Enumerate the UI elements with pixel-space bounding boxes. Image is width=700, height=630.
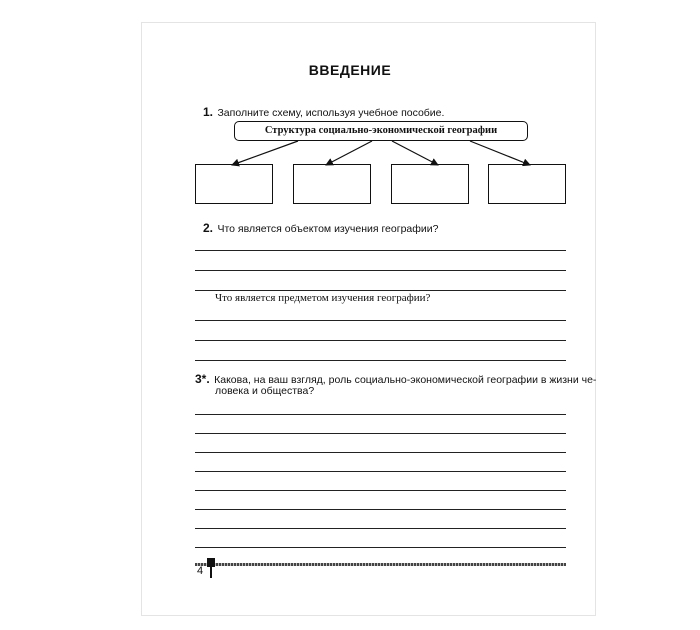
answer-line[interactable] bbox=[195, 452, 566, 453]
arrow-4 bbox=[470, 141, 530, 165]
question-2-subtext: Что является предметом изучения географии? bbox=[215, 292, 431, 304]
arrow-2 bbox=[326, 141, 372, 165]
question-2 bbox=[203, 219, 438, 237]
scheme-box-4[interactable] bbox=[488, 164, 566, 204]
question-1-text: Заполните схему, используя учебное пособие. bbox=[217, 107, 445, 119]
answer-line[interactable] bbox=[195, 270, 566, 271]
scheme-box-3[interactable] bbox=[391, 164, 469, 204]
question-3-text-line2: ловека и общества? bbox=[215, 385, 315, 397]
page-number: 4 bbox=[197, 565, 204, 577]
arrow-1 bbox=[232, 141, 298, 165]
answer-line[interactable] bbox=[195, 360, 566, 361]
question-1-number: 1. bbox=[203, 105, 214, 119]
answer-line[interactable] bbox=[195, 433, 566, 434]
answer-line[interactable] bbox=[195, 528, 566, 529]
answer-line[interactable] bbox=[195, 509, 566, 510]
page-title: ВВЕДЕНИЕ bbox=[308, 62, 392, 78]
answer-line[interactable] bbox=[195, 320, 566, 321]
question-3-number: 3*. bbox=[195, 372, 210, 386]
question-2-text: Что является объектом изучения географии? bbox=[217, 223, 439, 235]
scheme-box-2[interactable] bbox=[293, 164, 371, 204]
page-marker-stem bbox=[210, 567, 212, 578]
answer-line[interactable] bbox=[195, 490, 566, 491]
arrow-3 bbox=[392, 141, 438, 165]
scheme-title: Структура социально-экономической географии bbox=[264, 125, 498, 136]
answer-line[interactable] bbox=[195, 290, 566, 291]
question-3-text-line1: Какова, на ваш взгляд, роль социально-экономической географии в жизни че- bbox=[214, 374, 597, 386]
answer-line[interactable] bbox=[195, 414, 566, 415]
answer-line[interactable] bbox=[195, 547, 566, 548]
answer-line[interactable] bbox=[195, 471, 566, 472]
scheme-box-1[interactable] bbox=[195, 164, 273, 204]
answer-line[interactable] bbox=[195, 340, 566, 341]
page-marker bbox=[207, 558, 215, 567]
answer-line[interactable] bbox=[195, 250, 566, 251]
footer-bar bbox=[195, 563, 566, 566]
question-2-number: 2. bbox=[203, 221, 214, 235]
